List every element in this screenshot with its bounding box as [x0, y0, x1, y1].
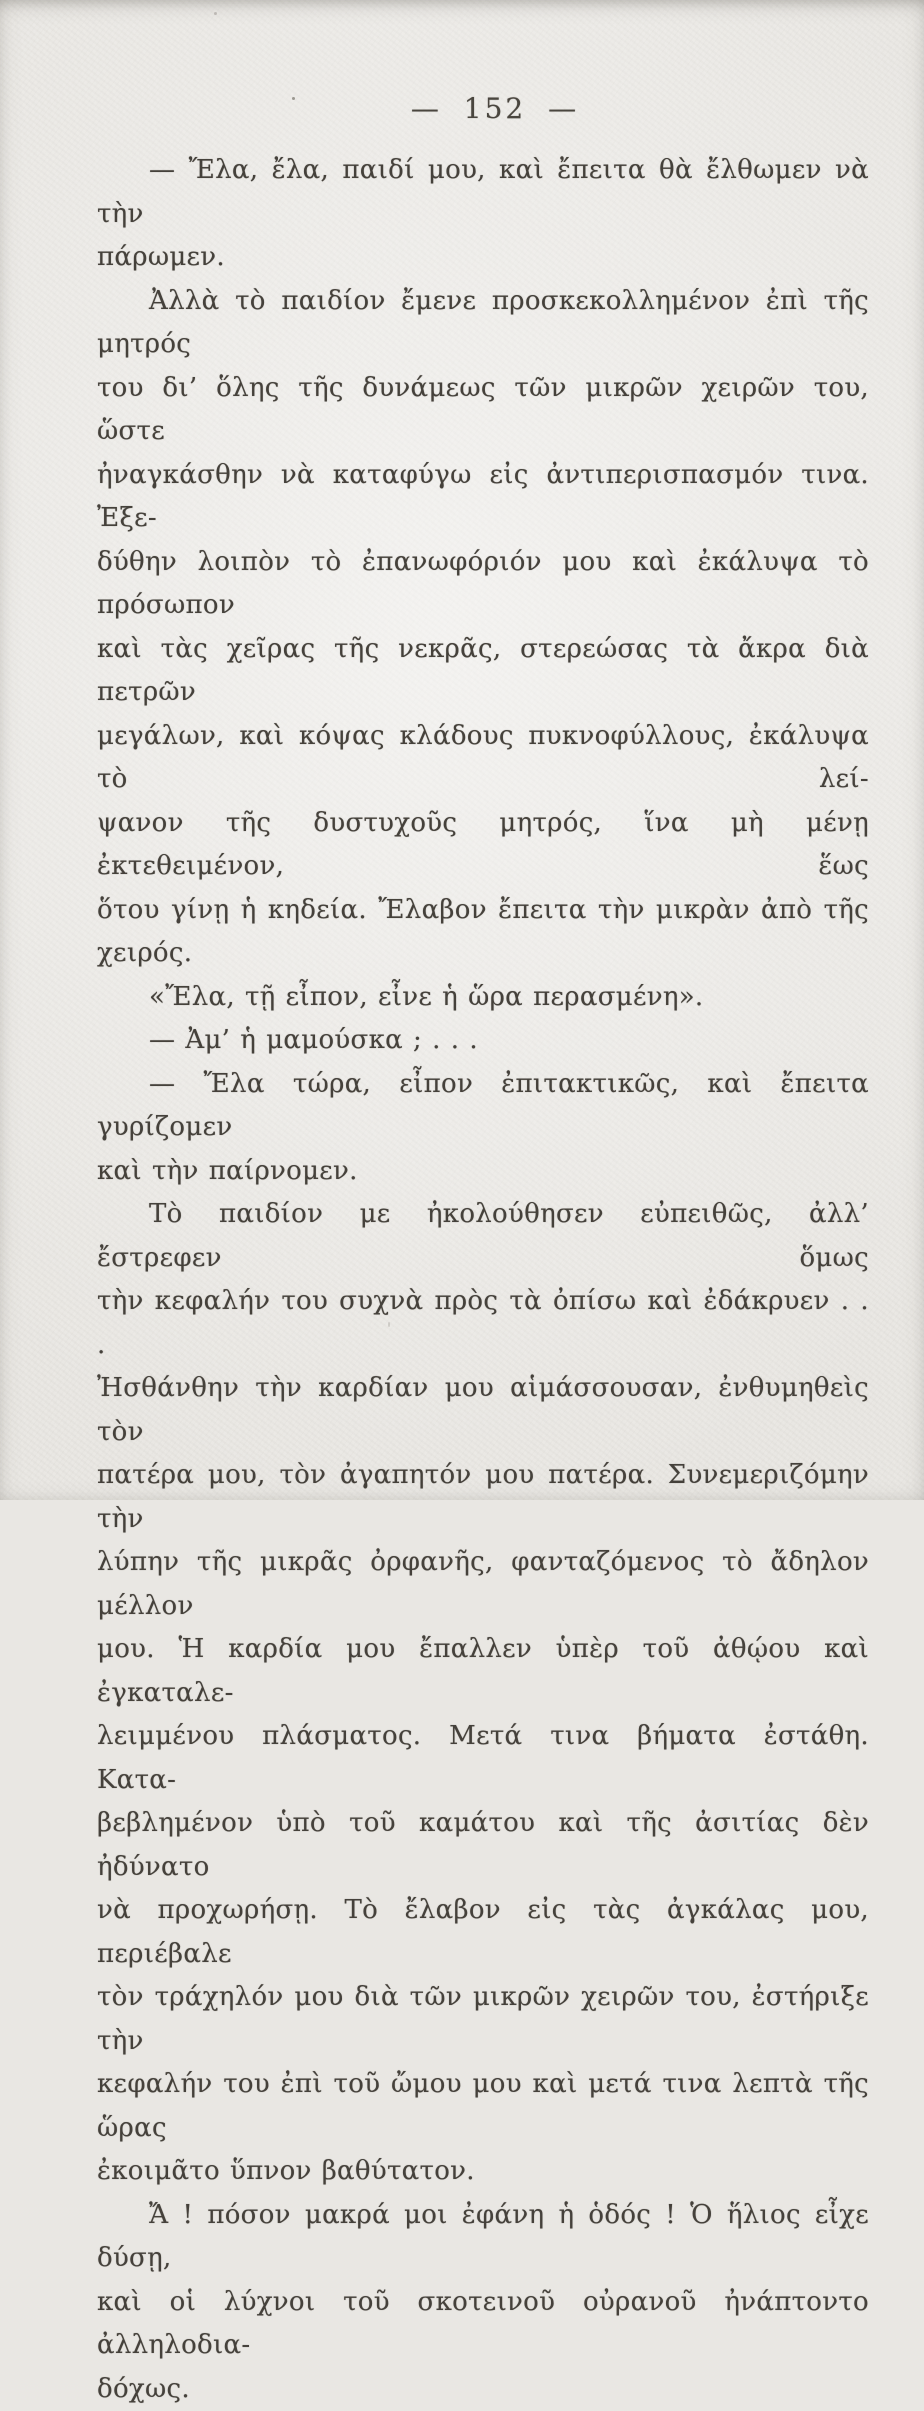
- text-line: τὴν κεφαλήν του συχνὰ πρὸς τὰ ὀπίσω καὶ ἐδάκρυεν . . .: [97, 1280, 869, 1367]
- text-line: ψανον τῆς δυστυχοῦς μητρός, ἵνα μὴ μένῃ ἐκτεθειμένον, ἕως: [97, 802, 869, 889]
- text-line: μεγάλων, καὶ κόψας κλάδους πυκνοφύλλους, ἐκάλυψα τὸ λεί-: [97, 715, 869, 802]
- text-line: κεφαλήν του ἐπὶ τοῦ ὤμου μου καὶ μετά τινα λεπτὰ τῆς ὥρας: [97, 2063, 869, 2150]
- text-line: «Ἔλα, τῇ εἶπον, εἶνε ἡ ὥρα περασμένη».: [97, 976, 869, 1020]
- text-line: δύθην λοιπὸν τὸ ἐπανωφόριόν μου καὶ ἐκάλυψα τὸ πρόσωπον: [97, 541, 869, 628]
- text-line: καὶ οἱ λύχνοι τοῦ σκοτεινοῦ οὐρανοῦ ἠνάπτοντο ἀλληλοδια-: [97, 2281, 869, 2368]
- text-line: δόχως.: [97, 2368, 869, 2411]
- text-line: Τὸ παιδίον με ἠκολούθησεν εὐπειθῶς, ἀλλ’ ἔστρεφεν ὅμως: [97, 1193, 869, 1280]
- text-line: καὶ τὴν παίρνομεν.: [97, 1150, 869, 1194]
- text-line: λειμμένου πλάσματος. Μετά τινα βήματα ἐστάθη. Κατα-: [97, 1715, 869, 1802]
- text-line: — Ἔλα τώρα, εἶπον ἐπιτακτικῶς, καὶ ἔπειτα γυρίζομεν: [97, 1063, 869, 1150]
- text-line: πάρωμεν.: [97, 236, 869, 280]
- page-text: [97, 149, 869, 2411]
- text-line: ἐκοιμᾶτο ὕπνον βαθύτατον.: [97, 2150, 869, 2194]
- text-line: — Ἔλα, ἔλα, παιδί μου, καὶ ἔπειτα θὰ ἔλθωμεν νὰ τὴν: [97, 149, 869, 236]
- text-line: καὶ τὰς χεῖρας τῆς νεκρᾶς, στερεώσας τὰ ἄκρα διὰ πετρῶν: [97, 628, 869, 715]
- text-line: ὅτου γίνῃ ἡ κηδεία. Ἔλαβον ἔπειτα τὴν μικρὰν ἀπὸ τῆς: [97, 889, 869, 933]
- text-line: Ἠσθάνθην τὴν καρδίαν μου αἱμάσσουσαν, ἐνθυμηθεὶς τὸν: [97, 1367, 869, 1454]
- text-line: βεβλημένον ὑπὸ τοῦ καμάτου καὶ τῆς ἀσιτίας δὲν ἠδύνατο: [97, 1802, 869, 1889]
- text-line: μου. Ἡ καρδία μου ἔπαλλεν ὑπὲρ τοῦ ἀθῴου καὶ ἐγκαταλε-: [97, 1628, 869, 1715]
- text-line: ἠναγκάσθην νὰ καταφύγω εἰς ἀντιπερισπασμόν τινα. Ἐξε-: [97, 454, 869, 541]
- paper-speck: [214, 12, 217, 15]
- text-line: νὰ προχωρήσῃ. Τὸ ἔλαβον εἰς τὰς ἀγκάλας μου, περιέβαλε: [97, 1889, 869, 1976]
- text-line: — Ἀμ’ ἡ μαμούσκα ; . . .: [97, 1019, 869, 1063]
- text-line: του δι’ ὅλης τῆς δυνάμεως τῶν μικρῶν χειρῶν του, ὥστε: [97, 367, 869, 454]
- text-line: λύπην τῆς μικρᾶς ὀρφανῆς, φανταζόμενος τὸ ἄδηλον μέλλον: [97, 1541, 869, 1628]
- text-line: χειρός.: [97, 932, 869, 976]
- page-number: — 152 —: [0, 92, 924, 125]
- text-line: πατέρα μου, τὸν ἀγαπητόν μου πατέρα. Συνεμεριζόμην τὴν: [97, 1454, 869, 1541]
- text-line: τὸν τράχηλόν μου διὰ τῶν μικρῶν χειρῶν του, ἐστήριξε τὴν: [97, 1976, 869, 2063]
- text-line: Ἀλλὰ τὸ παιδίον ἔμενε προσκεκολλημένον ἐπὶ τῆς μητρός: [97, 280, 869, 367]
- text-line: Ἄ ! πόσον μακρά μοι ἐφάνη ἡ ὁδός ! Ὁ ἥλιος εἶχε δύσῃ,: [97, 2194, 869, 2281]
